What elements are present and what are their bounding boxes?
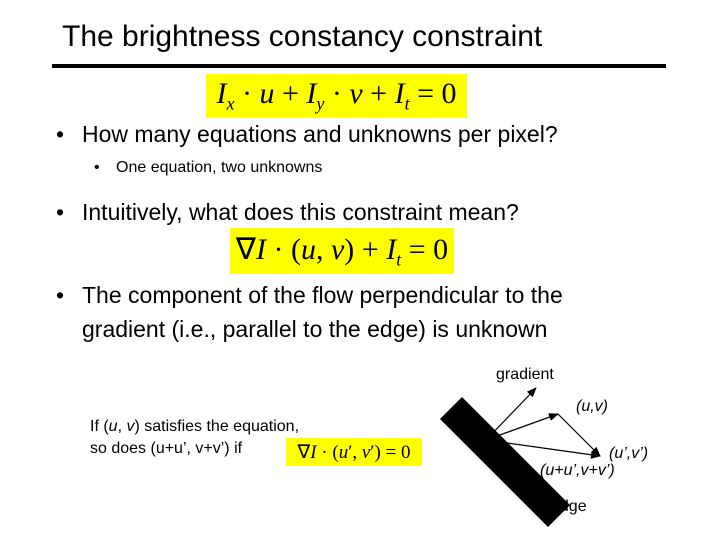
title-underline xyxy=(52,64,666,68)
equation-gradient-form: ∇I · (u, $v) + I_t = 0$ xyxy=(230,228,454,274)
equation-orthogonal-condition: ∇I · (u′, v′) = 0 xyxy=(286,438,422,466)
slide-title: The brightness constancy constraint xyxy=(62,20,543,53)
equation-brightness-constancy: $I_x \cdot u + I_y \cdot v + I_t = 0$ xyxy=(206,74,467,118)
uvprime-arrow xyxy=(558,414,600,456)
bullet-intuitive-meaning: • Intuitively, what does this constraint mean? xyxy=(56,199,519,225)
gradient-arrow xyxy=(486,388,536,440)
bullet-equations-unknowns: • How many equations and unknowns per pixel? xyxy=(56,121,558,147)
label-gradient: gradient xyxy=(496,366,554,383)
bullet-dot: • xyxy=(56,199,65,225)
bullet-flow-component: • The component of the flow perpendicular to the xyxy=(56,282,563,308)
label-sum: (u+u’,v+v’) xyxy=(540,462,615,479)
bullet-dot: • xyxy=(56,121,65,147)
bullet-dot: • xyxy=(56,282,65,308)
label-edge: edge xyxy=(551,498,587,515)
uv-arrow xyxy=(486,414,558,440)
label-uv: (u,v) xyxy=(576,398,608,415)
label-uvprime: (u’,v’) xyxy=(609,445,649,462)
caption-line2: so does (u+u’, v+v’) if xyxy=(90,440,243,457)
caption-line1: If (u, v) satisfies the equation, xyxy=(90,418,300,435)
bullet-flow-component-cont: gradient (i.e., parallel to the edge) is unknown xyxy=(82,316,548,342)
subbullet-one-equation: • One equation, two unknowns xyxy=(94,159,323,176)
bullet-dot: • xyxy=(94,159,100,176)
